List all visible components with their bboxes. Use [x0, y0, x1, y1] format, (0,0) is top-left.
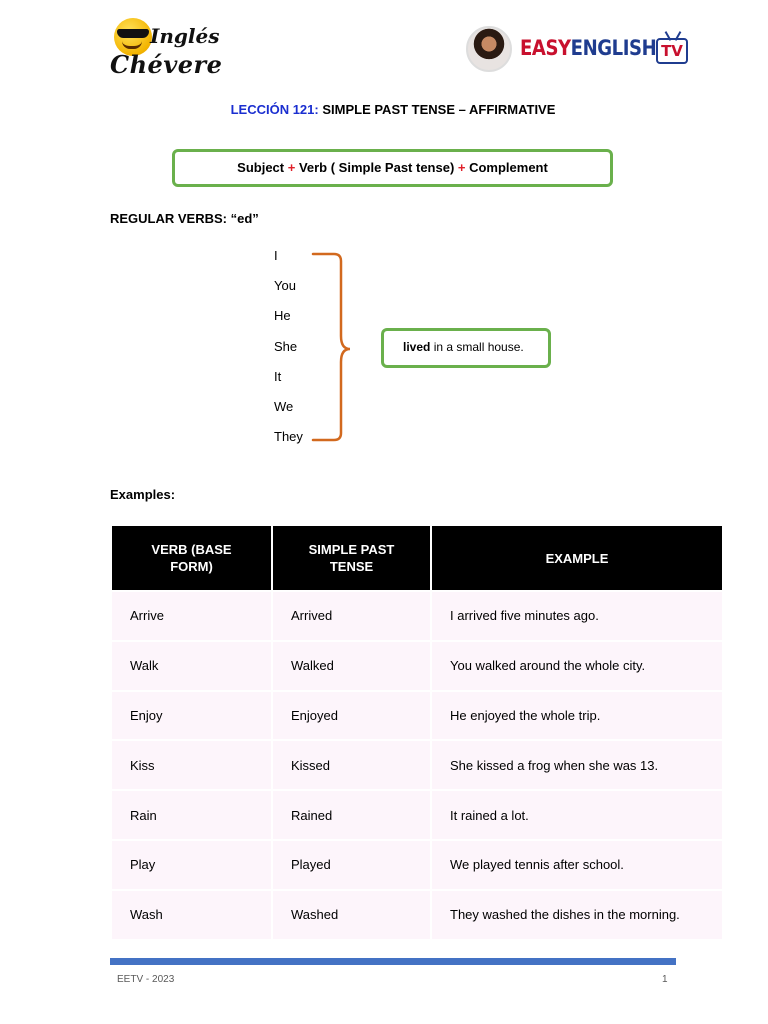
- header-simple-past: [273, 526, 430, 590]
- table-row: [112, 791, 722, 839]
- example-verb-bold: lived: [403, 340, 431, 354]
- header-simple-past-label: SIMPLE PAST TENSE: [308, 542, 395, 574]
- header-example: EXAMPLE: [432, 526, 722, 590]
- logo-text-chevere: Chévere: [110, 50, 223, 79]
- header-base-form: [112, 526, 271, 590]
- table-header-row: [112, 526, 722, 590]
- cell-past: Walked: [273, 642, 430, 690]
- lesson-code: LECCIÓN 121:: [230, 102, 319, 117]
- cell-past: Enjoyed: [273, 692, 430, 740]
- table-row: [112, 592, 722, 640]
- pronoun-item: They: [274, 429, 303, 445]
- verb-table: [110, 524, 724, 941]
- tv-icon: TV: [656, 38, 688, 64]
- formula-plus-1: +: [287, 160, 296, 175]
- table-row: [112, 741, 722, 789]
- table-row: [112, 642, 722, 690]
- cell-base: Play: [112, 841, 271, 889]
- cell-example: I arrived five minutes ago.: [432, 592, 722, 640]
- lesson-title: [0, 102, 768, 117]
- footer-divider: [110, 958, 676, 965]
- footer-label: EETV - 2023: [117, 974, 175, 985]
- table-row: [112, 891, 722, 939]
- formula-verb: Verb ( Simple Past tense): [295, 160, 458, 175]
- example-sentence-box: [381, 328, 551, 368]
- cell-past: Washed: [273, 891, 430, 939]
- lesson-topic: SIMPLE PAST TENSE – AFFIRMATIVE: [318, 102, 556, 117]
- cell-example: It rained a lot.: [432, 791, 722, 839]
- page-number: 1: [662, 974, 668, 985]
- cell-example: They washed the dishes in the morning.: [432, 891, 722, 939]
- regular-verbs-heading: REGULAR VERBS: “ed”: [110, 211, 259, 226]
- pronoun-item: It: [274, 368, 282, 384]
- sunglasses-icon: [117, 29, 149, 38]
- structure-formula-box: [172, 149, 613, 187]
- cell-base: Enjoy: [112, 692, 271, 740]
- curly-brace-icon: [310, 250, 350, 445]
- brand-text: [520, 36, 656, 60]
- cell-past: Rained: [273, 791, 430, 839]
- pronoun-list: [274, 248, 303, 459]
- cell-base: Rain: [112, 791, 271, 839]
- cell-past: Arrived: [273, 592, 430, 640]
- presenter-avatar: [466, 26, 512, 72]
- formula-complement: Complement: [465, 160, 548, 175]
- cell-base: Wash: [112, 891, 271, 939]
- table-row: [112, 692, 722, 740]
- examples-heading: Examples:: [110, 487, 176, 502]
- pronoun-item: She: [274, 338, 298, 354]
- cell-base: Walk: [112, 642, 271, 690]
- formula-plus-2: +: [457, 160, 466, 175]
- formula-subject: Subject: [237, 160, 288, 175]
- ingles-chevere-logo: [108, 16, 223, 82]
- header-base-form-label: VERB (BASE FORM): [151, 542, 232, 574]
- cell-base: Kiss: [112, 741, 271, 789]
- brand-english: ENGLISH: [570, 36, 657, 60]
- cell-example: He enjoyed the whole trip.: [432, 692, 722, 740]
- table-row: [112, 841, 722, 889]
- cell-example: She kissed a frog when she was 13.: [432, 741, 722, 789]
- cell-past: Kissed: [273, 741, 430, 789]
- example-rest: in a small house.: [430, 340, 524, 354]
- easyenglish-tv-logo: [464, 24, 696, 72]
- pronoun-item: We: [274, 398, 294, 414]
- cell-example: We played tennis after school.: [432, 841, 722, 889]
- cell-base: Arrive: [112, 592, 271, 640]
- logo-text-ingles: Inglés: [150, 24, 220, 48]
- cell-example: You walked around the whole city.: [432, 642, 722, 690]
- pronoun-item: You: [274, 278, 296, 294]
- pronoun-item: He: [274, 308, 291, 324]
- cell-past: Played: [273, 841, 430, 889]
- brand-easy: EASY: [520, 36, 571, 60]
- pronoun-item: I: [274, 248, 278, 263]
